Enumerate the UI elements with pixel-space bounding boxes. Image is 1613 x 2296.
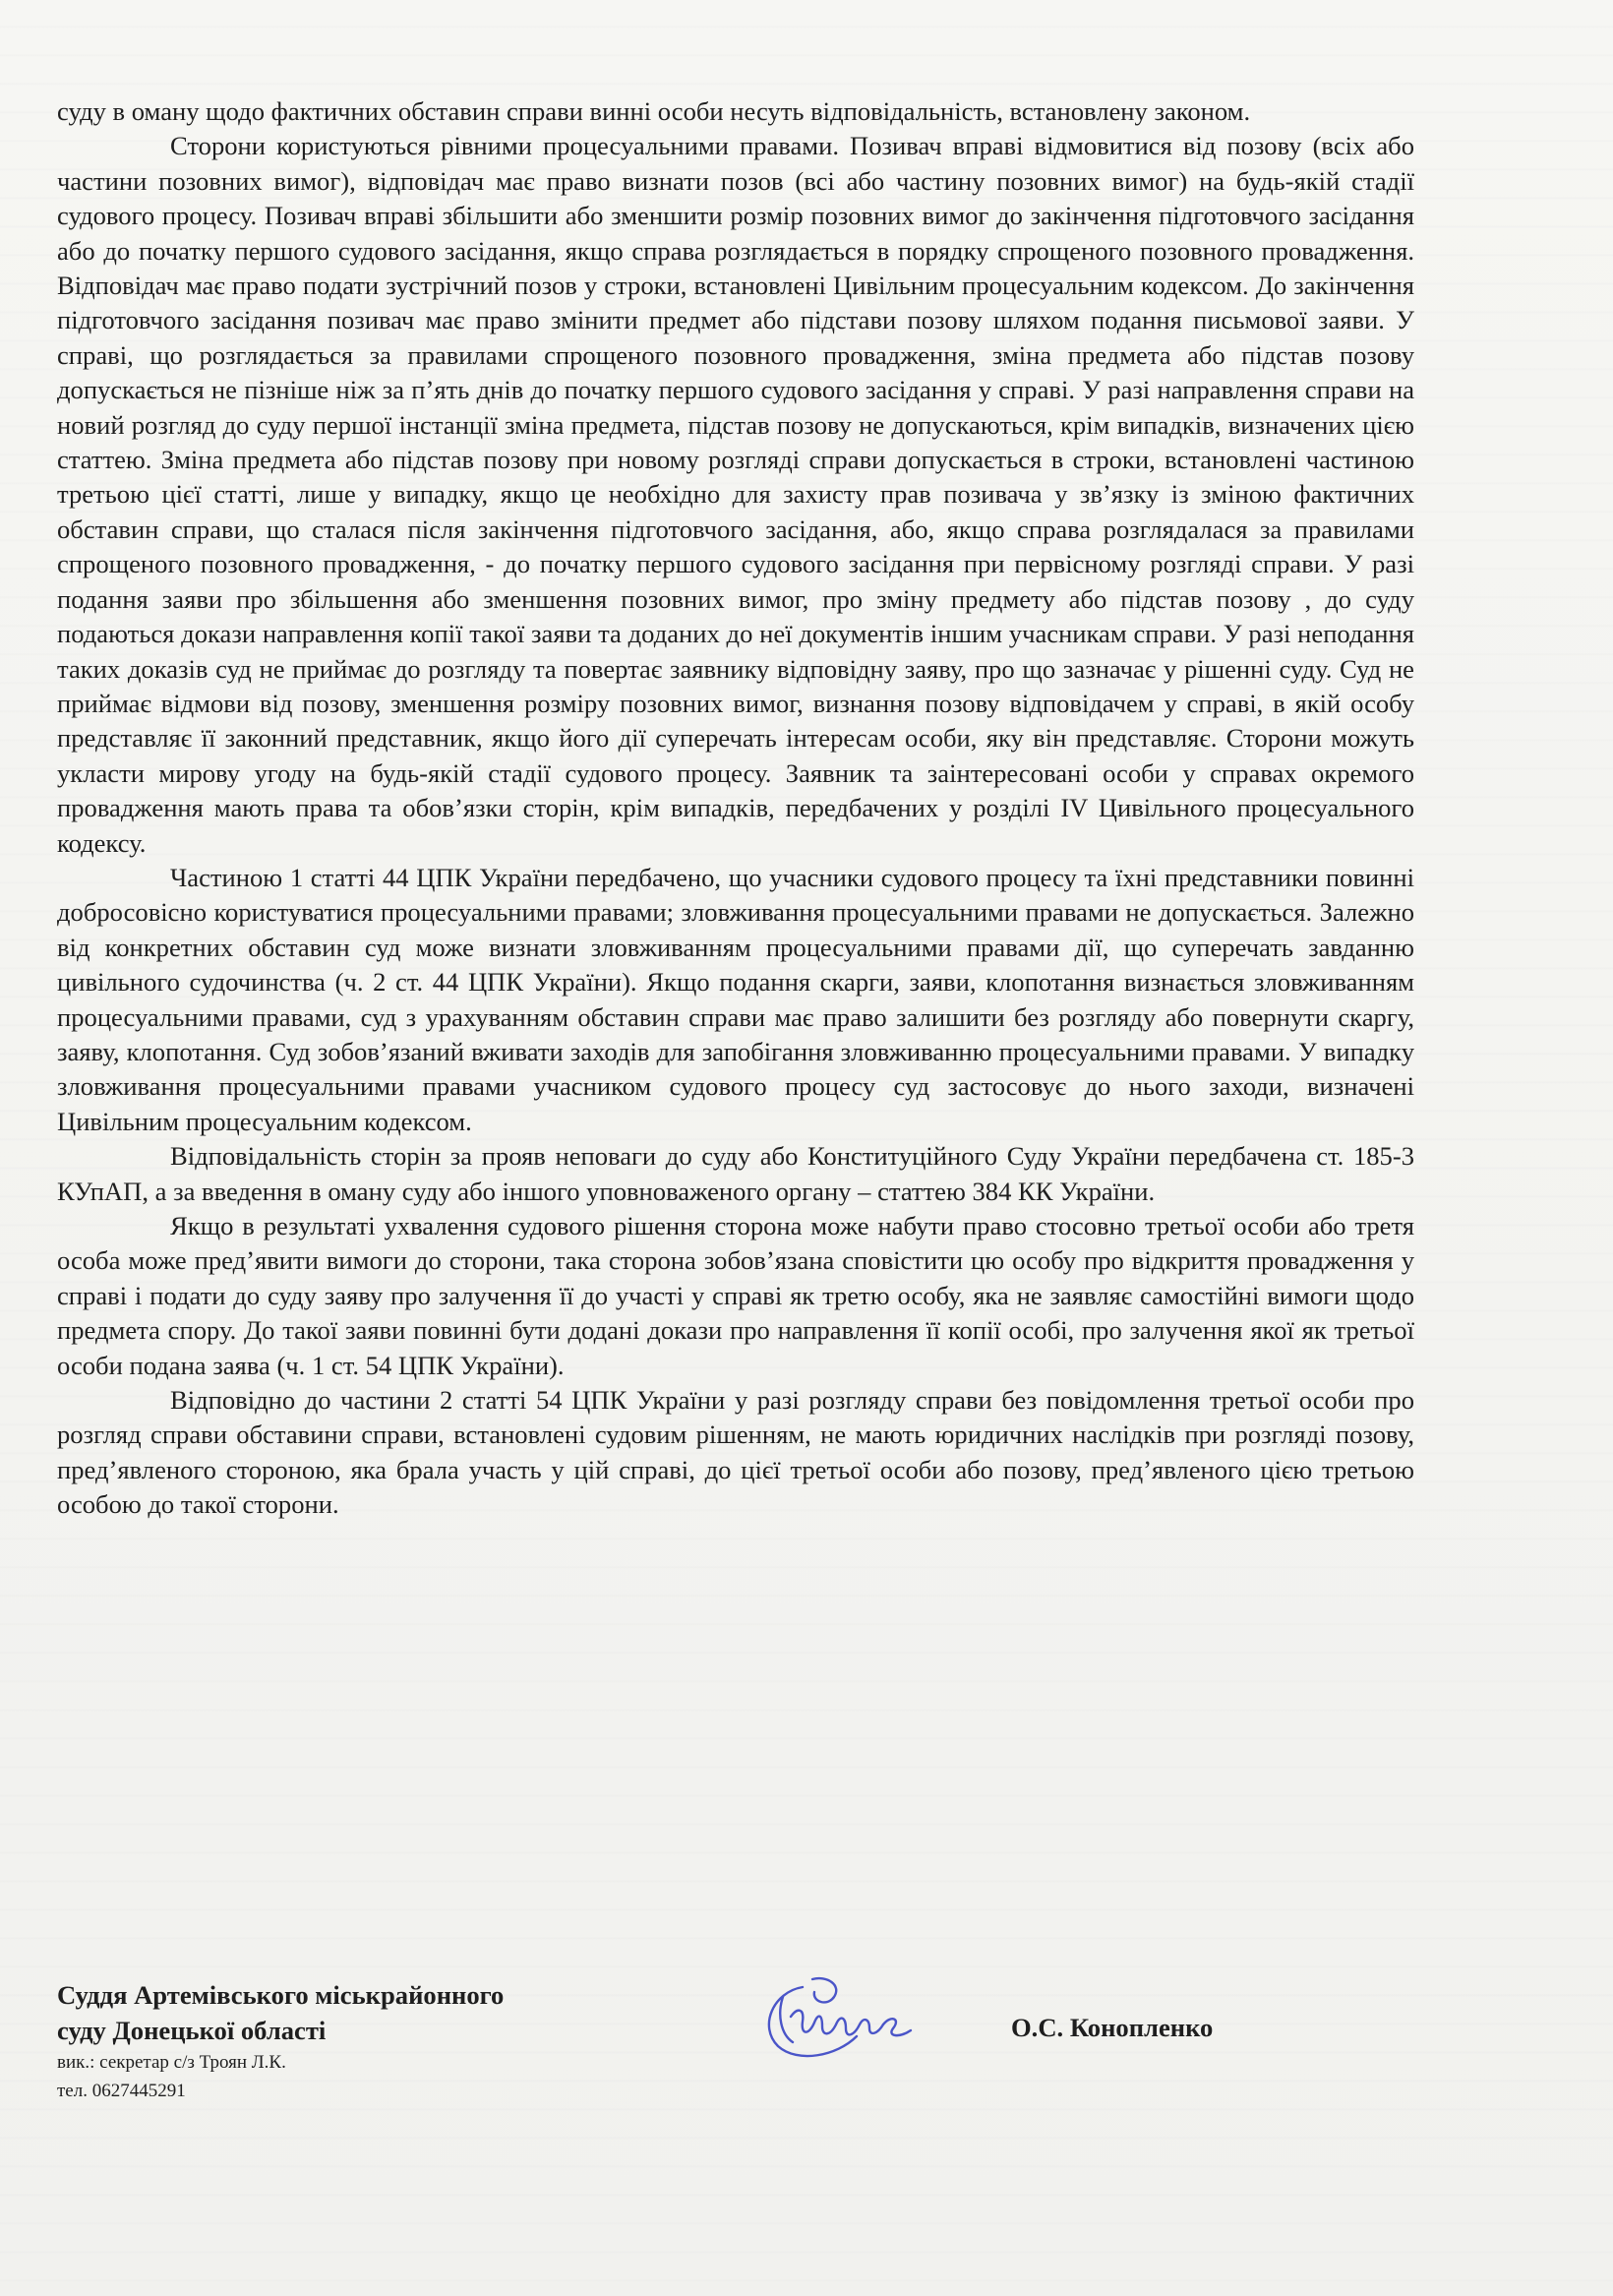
handwritten-signature-icon xyxy=(744,1958,940,2076)
signature-block xyxy=(57,1977,647,2105)
paragraph-party-rights: Сторони користуються рівними процесуальними правами. Позивач вправі відмовитися від позову (всіх або частини позовних вимог), відповідач має право визнати позов (всі або частину позовних вимог) на будь-якій стадії судового процесу. Позивач вправі збільшити або зменшити розмір позовних вимог до закінчення підготовчого засідання або до початку першого судового засідання, якщо справа розглядається в порядку спрощеного позовного провадження. Відповідач має право подати зустрічний позов у строки, встановлені Цивільним процесуальним кодексом. До закінчення підготовчого засідання позивач має право змінити предмет або підстави позову шляхом подання письмової заяви. У справі, що розглядається за правилами спрощеного позовного провадження, зміна предмета або підстав позову допускається не пізніше ніж за п’ять днів до початку першого судового засідання у справі. У разі направлення справи на новий розгляд до суду першої інстанції зміна предмета, підстав позову не допускаються, крім випадків, визначених цією статтею. Зміна предмета або підстав позову при новому розгляді справи допускається в строки, встановлені частиною третьою цієї статті, лише у випадку, якщо це необхідно для захисту прав позивача у зв’язку із зміною фактичних обставин справи, що сталася після закінчення підготовчого засідання, або, якщо справа розглядалася за правилами спрощеного позовного провадження, - до початку першого судового засідання при первісному розгляді справи. У разі подання заяви про збільшення або зменшення позовних вимог, про зміну предмету або підстав позову , до суду подаються докази направлення копії такої заяви та доданих до неї документів іншим учасникам справи. У разі неподання таких доказів суд не приймає до розгляду та повертає заявнику відповідну заяву, про що зазначає у рішенні суду. Суд не приймає відмови від позову, зменшення розміру позовних вимог, визнання позову відповідачем у справі, в якій особу представляє її законний представник, якщо його дії суперечать інтересам особи, яку він представляє. Сторони можуть укласти мирову угоду на будь-якій стадії судового процесу. Заявник та заінтересовані особи у справах окремого провадження мають права та обов’язки сторін, крім випадків, передбачених у розділі IV Цивільного процесуального кодексу. xyxy=(57,131,1414,858)
paragraph-continuation: суду в оману щодо фактичних обставин справи винні особи несуть відповідальність, встановлену законом. xyxy=(57,96,1251,126)
paragraph-abuse-of-rights: Частиною 1 статті 44 ЦПК України передбачено, що учасники судового процесу та їхні представники повинні добросовісно користуватися процесуальними правами; зловживання процесуальними правами не допускається. Залежно від конкретних обставин суд може визнати зловживанням процесуальними правами дії, що суперечать завданню цивільного судочинства (ч. 2 ст. 44 ЦПК України). Якщо подання скарги, заяви, клопотання визнається зловживанням процесуальними правами, суд з урахуванням обставин справи має право залишити без розгляду або повернути скаргу, заяву, клопотання. Суд зобов’язаний вживати заходів для запобігання зловживанню процесуальними правами. У випадку зловживання процесуальними правами учасником судового процесу суд застосовує до нього заходи, визначені Цивільним процесуальним кодексом. xyxy=(57,862,1414,1136)
paragraph-third-party-notice: Якщо в результаті ухвалення судового рішення сторона може набути право стосовно третьої особи або третя особа може пред’явити вимоги до сторони, така сторона зобов’язана сповістити цю особу про відкриття провадження у справі і подати до суду заяву про залучення її до участі у справі як третю особу, яка не заявляє самостійні вимоги щодо предмета спору. До такої заяви повинні бути додані докази про направлення її копії особі, про залучення якої як третьої особи подана заява (ч. 1 ст. 54 ЦПК України). xyxy=(57,1211,1414,1380)
judge-title-line1: Суддя Артемівського міськрайонного xyxy=(57,1980,505,2010)
judge-name: О.С. Конопленко xyxy=(1011,2013,1214,2042)
executor-line: вик.: секретар с/з Троян Л.К. xyxy=(57,2052,286,2073)
paragraph-liability: Відповідальність сторін за прояв неповаги до суду або Конституційного Суду України передбачена ст. 185-3 КУпАП, а за введення в оману суду або іншого уповноваженого органу – статтею 384 КК України. xyxy=(57,1141,1414,1206)
document-body xyxy=(57,94,1414,1523)
paragraph-third-party-consequences: Відповідно до частини 2 статті 54 ЦПК України у разі розгляду справи без повідомлення третьої особи про розгляд справи обставини справи, встановлені судовим рішенням, не мають юридичних наслідків при розгляді позову, пред’явленого стороною, яка брала участь у цій справі, до цієї третьої особи або позову, пред’явленого цією третьою особою до такої сторони. xyxy=(57,1385,1414,1520)
judge-title-line2: суду Донецької області xyxy=(57,2016,327,2045)
phone-line: тел. 0627445291 xyxy=(57,2081,186,2101)
